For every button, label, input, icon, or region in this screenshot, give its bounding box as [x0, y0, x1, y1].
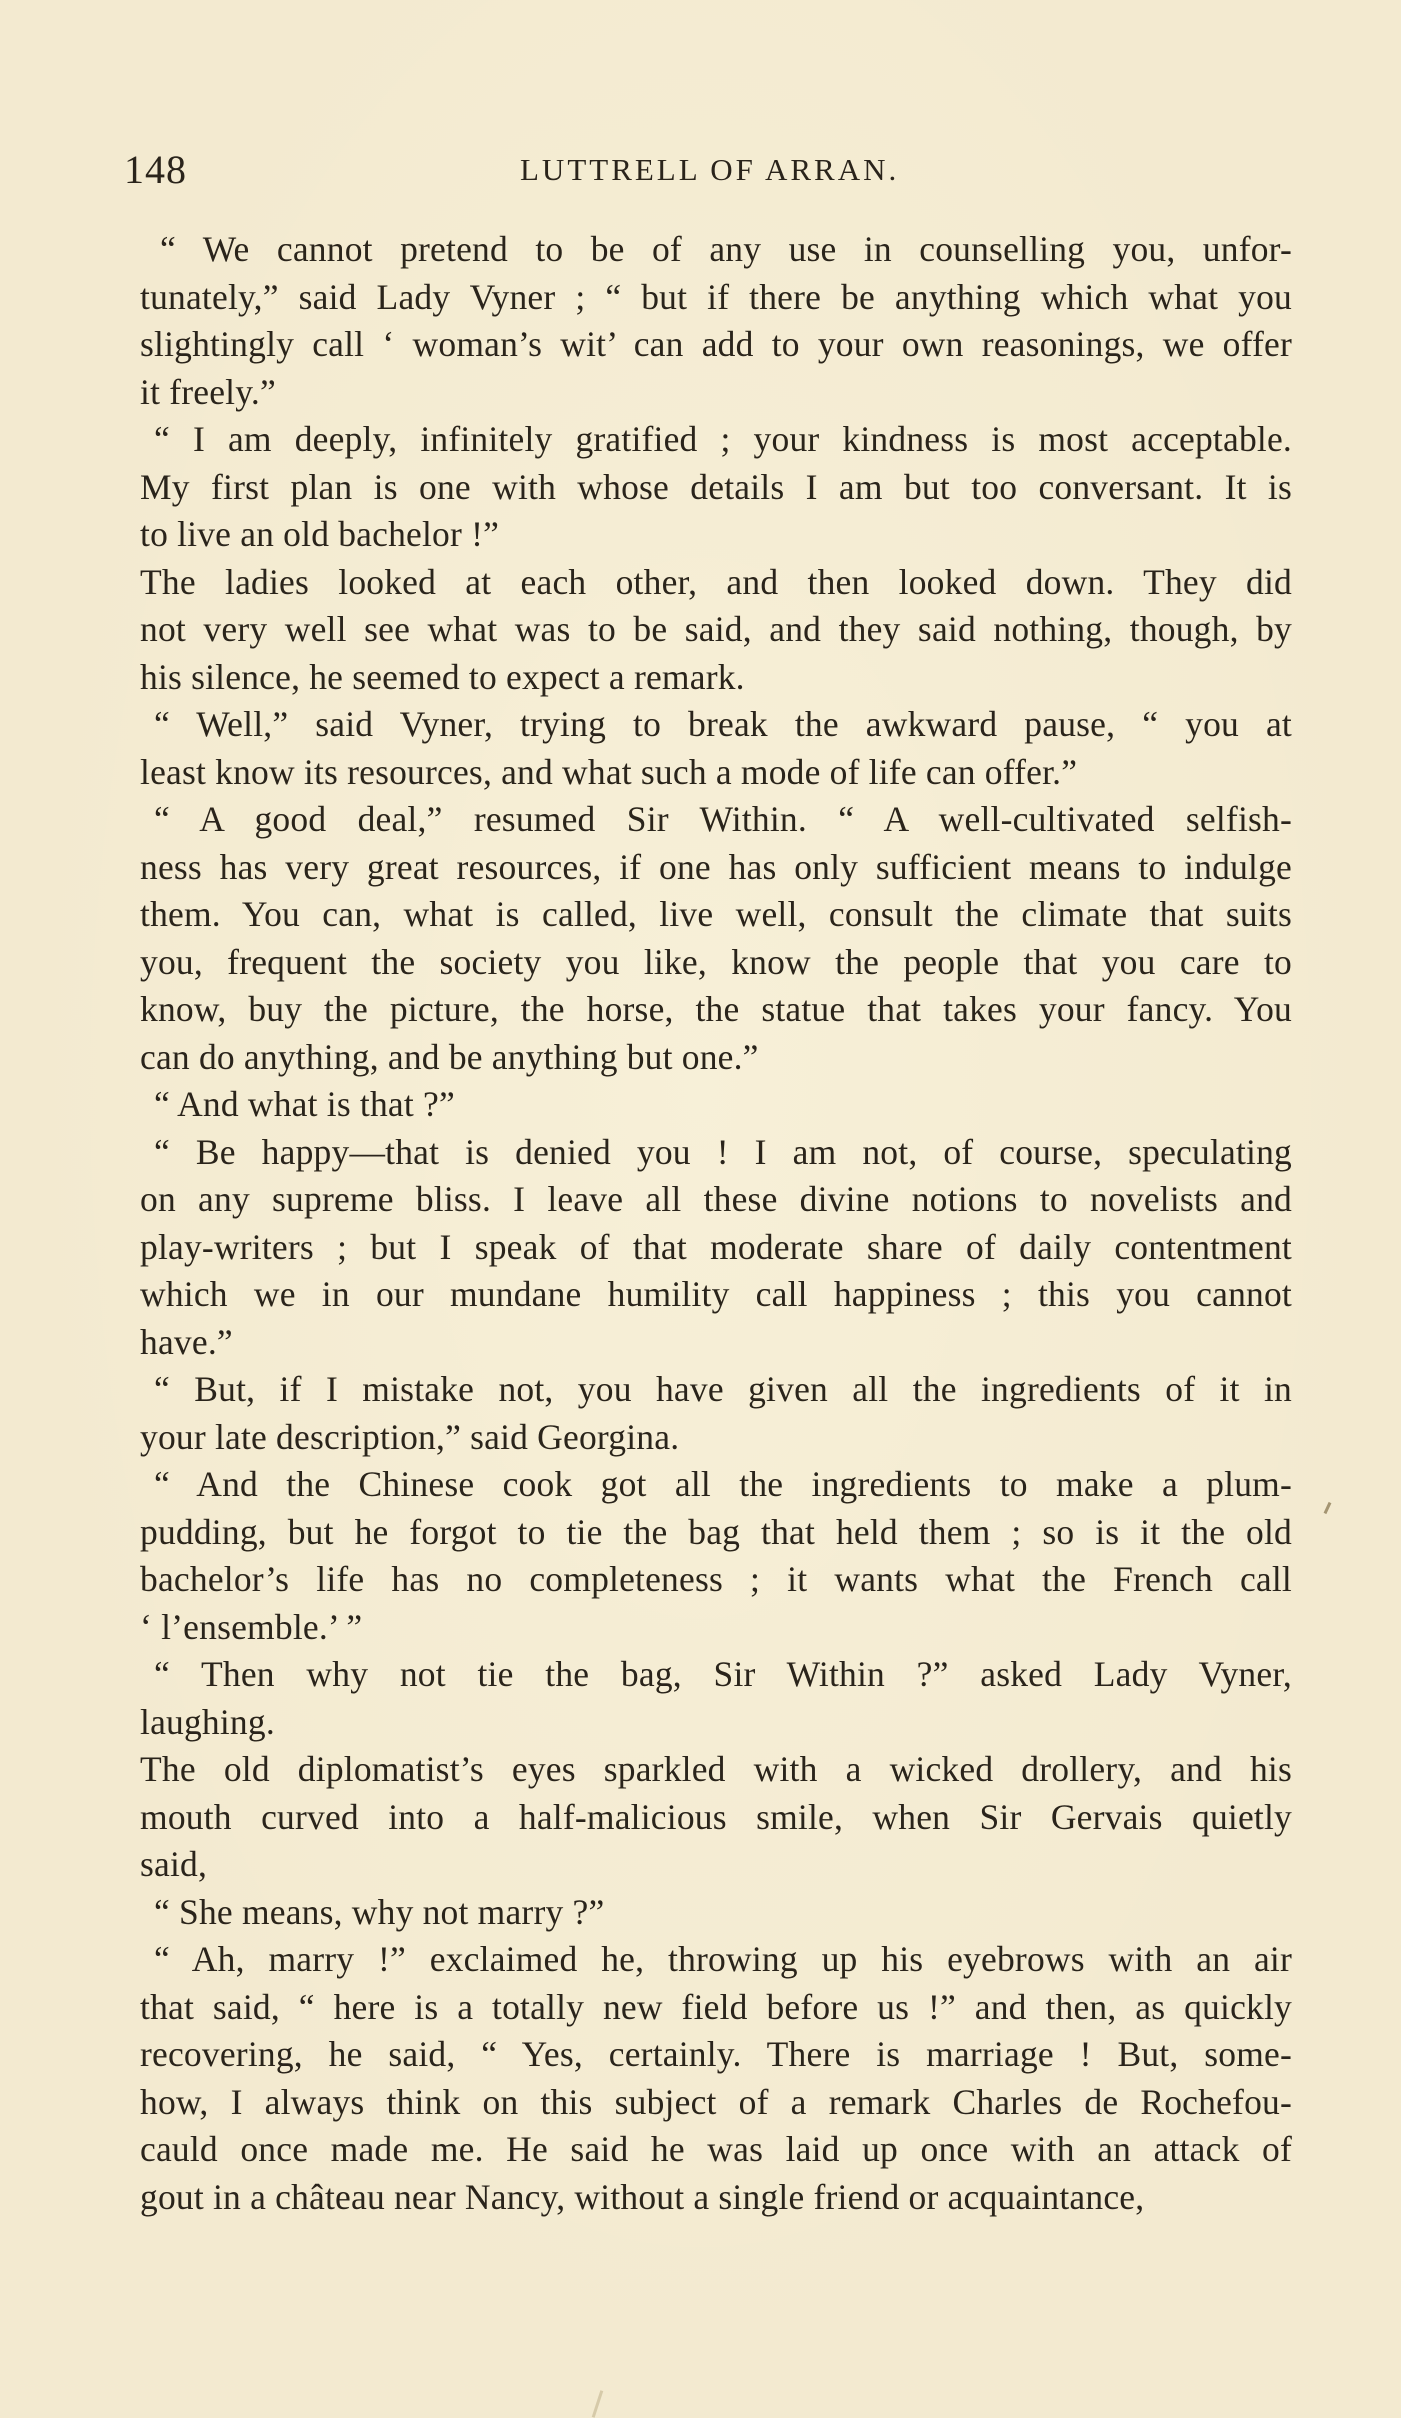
text-line: how, I always think on this subject of a remark Charles de Rochefou- [140, 2081, 1292, 2122]
paragraph [140, 1461, 1292, 1651]
text-line: “ I am deeply, infinitely gratified ; your kindness is most acceptable. [154, 419, 1292, 459]
paper-blemish [592, 2390, 604, 2418]
running-head [124, 146, 1292, 196]
text-line: bachelor’s life has no completeness ; it wants what the French call [140, 1559, 1292, 1599]
text-line: not very well see what was to be said, and they said nothing, though, by [140, 609, 1292, 649]
paragraph [140, 1746, 1292, 1889]
text-line: My first plan is one with whose details I am but too conversant. It is [140, 466, 1292, 507]
paragraph [140, 1889, 1292, 1937]
paragraph [140, 1366, 1292, 1461]
text-line: have.” [140, 1321, 233, 1362]
text-line: slightingly call ‘ woman’s wit’ can add to your own reasonings, we offer [140, 324, 1292, 364]
paragraph [140, 226, 1292, 416]
text-line: “ Ah, marry !” exclaimed he, throwing up his eyebrows with an air [154, 1939, 1292, 1979]
text-line: said, [140, 1844, 208, 1884]
text-line: can do anything, and be anything but one.” [140, 1036, 759, 1077]
body-text [140, 226, 1292, 2221]
paragraph [140, 1651, 1292, 1746]
text-line: pudding, but he forgot to tie the bag that held them ; so is it the old [140, 1511, 1292, 1552]
text-line: “ She means, why not marry ?” [154, 1891, 605, 1932]
page-number: 148 [124, 147, 187, 192]
text-line: “ But, if I mistake not, you have given all the ingredients of it in [154, 1369, 1292, 1409]
text-line: The ladies looked at each other, and then looked down. They did [140, 561, 1292, 602]
text-line: “ Well,” said Vyner, trying to break the awkward pause, “ you at [154, 704, 1292, 744]
paragraph [140, 1081, 1292, 1129]
text-line: “ A good deal,” resumed Sir Within. “ A well-cultivated selfish- [154, 799, 1292, 839]
running-title: LUTTRELL OF ARRAN. [520, 152, 900, 187]
paragraph [140, 1129, 1292, 1367]
text-line: on any supreme bliss. I leave all these divine notions to novelists and [140, 1179, 1292, 1219]
text-line: “ Then why not tie the bag, Sir Within ?” asked Lady Vyner, [154, 1654, 1292, 1694]
text-line: you, frequent the society you like, know the people that you care to [140, 941, 1292, 982]
text-line: gout in a château near Nancy, without a single friend or acquaintance, [140, 2176, 1145, 2217]
text-line: know, buy the picture, the horse, the statue that takes your fancy. You [140, 989, 1292, 1029]
text-line: them. You can, what is called, live well, consult the climate that suits [140, 894, 1292, 934]
text-line: “ And what is that ?” [154, 1084, 455, 1124]
text-line: ‘ l’ensemble.’ ” [140, 1606, 363, 1647]
paragraph [140, 559, 1292, 702]
text-line: recovering, he said, “ Yes, certainly. There is marriage ! But, some- [140, 2034, 1292, 2074]
text-line: “ Be happy—that is denied you ! I am not, of course, speculating [154, 1131, 1292, 1172]
paper-blemish [1324, 1502, 1332, 1514]
text-line: to live an old bachelor !” [140, 514, 500, 554]
text-line: ness has very great resources, if one has only sufficient means to indulge [140, 846, 1292, 887]
text-line: “ We cannot pretend to be of any use in counselling you, unfor- [160, 229, 1292, 269]
text-line: laughing. [140, 1701, 275, 1742]
text-line: that said, “ here is a totally new field before us !” and then, as quickly [140, 1986, 1292, 2027]
text-line: his silence, he seemed to expect a remark. [140, 656, 745, 697]
text-line: tunately,” said Lady Vyner ; “ but if there be anything which what you [140, 276, 1292, 317]
text-line: cauld once made me. He said he was laid up once with an attack of [140, 2129, 1292, 2169]
text-line: mouth curved into a half-malicious smile, when Sir Gervais quietly [140, 1796, 1292, 1837]
paragraph [140, 1936, 1292, 2221]
text-line: The old diplomatist’s eyes sparkled with a wicked drollery, and his [140, 1749, 1292, 1789]
text-line: it freely.” [140, 371, 276, 412]
text-line: which we in our mundane humility call happiness ; this you cannot [140, 1274, 1292, 1314]
paragraph [140, 416, 1292, 559]
text-line: your late description,” said Georgina. [140, 1416, 680, 1457]
text-line: “ And the Chinese cook got all the ingredients to make a plum- [154, 1464, 1292, 1504]
text-line: play-writers ; but I speak of that moderate share of daily contentment [140, 1226, 1292, 1267]
paragraph [140, 701, 1292, 796]
text-line: least know its resources, and what such a mode of life can offer.” [140, 751, 1078, 792]
paragraph [140, 796, 1292, 1081]
